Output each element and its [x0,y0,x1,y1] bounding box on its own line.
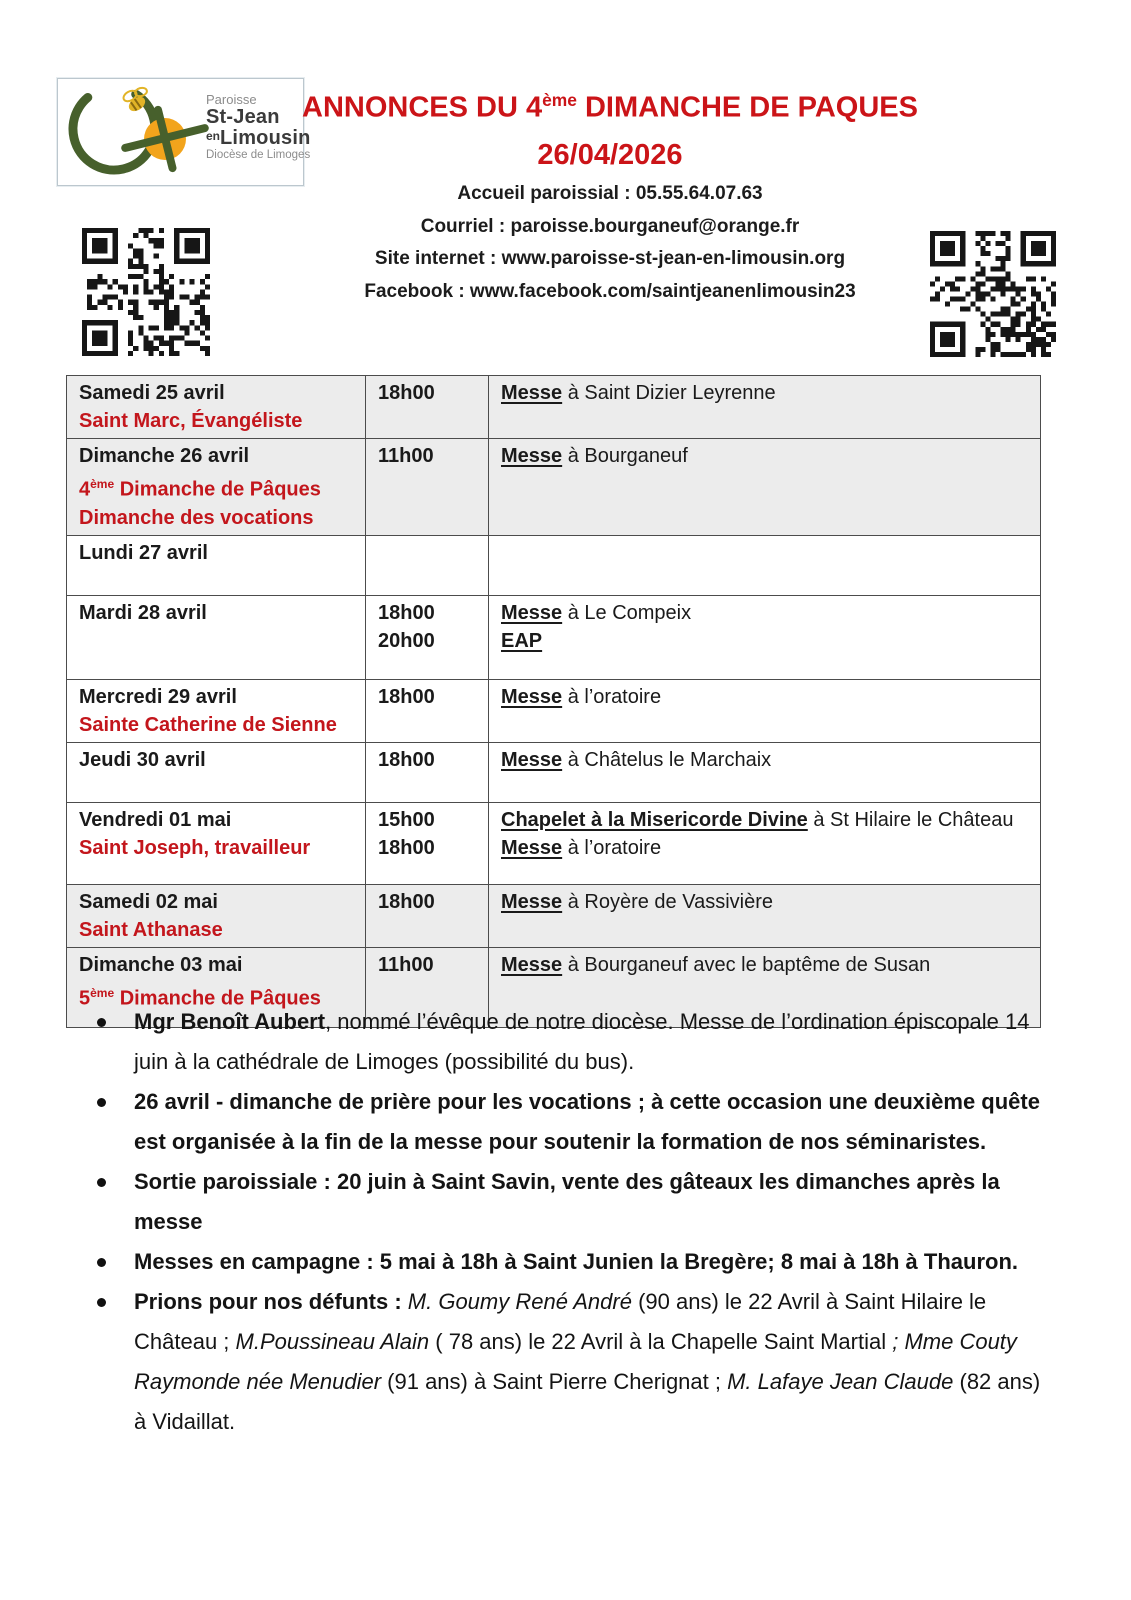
contact-website: Site internet : www.paroisse-st-jean-en-limousin.org [374,248,846,270]
time-cell: 18h00 [366,884,489,947]
time-cell: 18h00 [366,742,489,802]
announcement-item: Messes en campagne : 5 mai à 18h à Saint Junien la Bregère; 8 mai à 18h à Thauron. [88,1242,1050,1282]
time-cell: 15h00 18h00 [366,802,489,884]
announcement-item: 26 avril - dimanche de prière pour les vocations ; à cette occasion une deuxième quête est organisée à la fin de la messe pour soutenir la formation de nos séminaristes. [88,1082,1050,1162]
announcement-item: Prions pour nos défunts : M. Goumy René André (90 ans) le 22 Avril à Saint Hilaire le Château ; M.Poussineau Alain ( 78 ans) le 22 Avril à la Chapelle Saint Martial ; Mme Couty Raymonde née Menudier (91 ans) à Saint Pierre Cherignat ; M. Lafaye Jean Claude (82 ans) à Vidaillat. [88,1282,1050,1442]
event-cell [489,535,1041,595]
schedule-row [67,802,1041,884]
bee-icon [122,87,148,114]
date-cell: Samedi 02 mai Saint Athanase [67,884,366,947]
time-cell: 18h00 20h00 [366,595,489,679]
announcements-list [88,1002,1050,1442]
announcement-item: Sortie paroissiale : 20 juin à Saint Savin, vente des gâteaux les dimanches après la messe [88,1162,1050,1242]
schedule-table [66,375,1041,1028]
announcement-item: Mgr Benoît Aubert, nommé l’évêque de notre diocèse. Messe de l’ordination épiscopale 14 juin à la cathédrale de Limoges (possibilité du bus). [88,1002,1050,1082]
time-cell: 18h00 [366,679,489,742]
date-cell: Dimanche 26 avril 4ème Dimanche de Pâques Dimanche des vocations [67,439,366,536]
parish-logo [57,78,311,186]
date-cell: Samedi 25 avril Saint Marc, Évangéliste [67,376,366,439]
contact-facebook: Facebook : www.facebook.com/saintjeanenlimousin23 [364,281,856,303]
event-cell: Chapelet à la Misericorde Divine à St Hilaire le Château Messe à l’oratoire [489,802,1041,884]
event-cell: Messe à Le Compeix EAP [489,595,1041,679]
event-cell: Messe à Royère de Vassivière [489,884,1041,947]
date-cell: Vendredi 01 mai Saint Joseph, travailleur [67,802,366,884]
time-cell: 18h00 [366,376,489,439]
logo-line-diocese: Diocèse de Limoges [206,148,311,161]
event-cell: Messe à Châtelus le Marchaix [489,742,1041,802]
date-cell: Lundi 27 avril [67,535,366,595]
contact-email: Courriel : paroisse.bourganeuf@orange.fr [420,215,800,237]
page-title: ANNONCES DU 4ème DIMANCHE DE PAQUES [302,90,918,124]
schedule-row [67,679,1041,742]
event-cell: Messe à Bourganeuf avec le baptême de Susan [489,947,1041,1027]
time-cell: 11h00 [366,439,489,536]
schedule-row [67,884,1041,947]
time-cell [366,535,489,595]
schedule-row [67,595,1041,679]
schedule-row [67,439,1041,536]
header [290,92,930,303]
event-cell: Messe à Saint Dizier Leyrenne [489,376,1041,439]
logo-line-paroisse: Paroisse [206,92,257,107]
schedule-body [67,376,1041,1028]
date-cell: Dimanche 03 mai 5ème Dimanche de Pâques [67,947,366,1027]
event-cell: Messe à Bourganeuf [489,439,1041,536]
schedule-row [67,742,1041,802]
logo-line-stjean: St-Jean [206,105,280,128]
qr-code-left [82,228,210,356]
qr-code-right [930,231,1056,357]
event-cell: Messe à l’oratoire [489,679,1041,742]
date-cell: Mardi 28 avril [67,595,366,679]
contact-phone: Accueil paroissial : 05.55.64.07.63 [457,182,763,204]
page-date: 26/04/2026 [537,138,683,171]
date-cell: Jeudi 30 avril [67,742,366,802]
logo-line-en: en [206,128,221,143]
schedule-row [67,535,1041,595]
schedule-row [67,376,1041,439]
logo-line-limousin: Limousin [220,126,311,149]
date-cell: Mercredi 29 avril Sainte Catherine de Sienne [67,679,366,742]
time-cell: 11h00 [366,947,489,1027]
